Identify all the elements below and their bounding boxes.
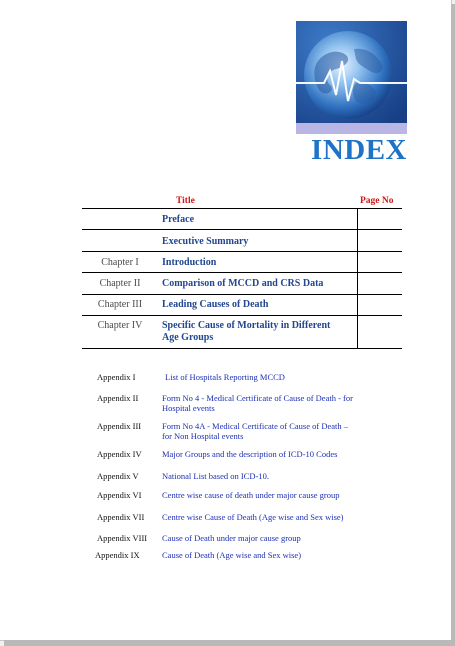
chapter-row-label: Chapter III — [97, 299, 143, 310]
appendix-label: Appendix II — [97, 393, 139, 403]
appendix-label: Appendix III — [97, 421, 142, 431]
appendix-label: Appendix VII — [97, 512, 145, 522]
chapter-row-label: Chapter II — [99, 278, 141, 289]
appendix-text: National List based on ICD-10. — [162, 471, 269, 481]
appendix-text: List of Hospitals Reporting MCCD — [165, 372, 285, 382]
appendix-text: Form No 4A - Medical Certificate of Cause of Death – for Non Hospital events — [162, 421, 349, 441]
appendix-label: Appendix IV — [97, 449, 142, 459]
table-rule — [82, 348, 402, 349]
globe-icon — [296, 21, 407, 133]
appendix-text: Cause of Death (Age wise and Sex wise) — [162, 550, 302, 560]
appendix-text: Major Groups and the description of ICD-10 Codes — [162, 449, 338, 459]
page-shadow — [451, 4, 455, 642]
chapter-row-label: Chapter I — [101, 257, 139, 268]
appendix-text: Form No 4 - Medical Certificate of Cause of Death - for Hospital events — [162, 393, 353, 413]
table-rule — [82, 208, 402, 209]
appendix-label: Appendix IX — [95, 550, 140, 560]
appendix-text: Cause of Death under major cause group — [162, 533, 301, 543]
appendix-label: Appendix V — [97, 471, 139, 481]
appendix-text: Centre wise cause of death under major cause group — [162, 490, 340, 500]
table-rule — [82, 251, 402, 252]
chapter-row-text: Comparison of MCCD and CRS Data — [162, 278, 324, 289]
globe-footer-band — [296, 123, 407, 134]
appendix-label: Appendix VIII — [97, 533, 148, 543]
chapter-row-text: Introduction — [162, 257, 217, 268]
appendix-label: Appendix VI — [97, 490, 142, 500]
chapter-row-text: Executive Summary — [162, 236, 249, 247]
appendix-text: Centre wise Cause of Death (Age wise and Sex wise) — [162, 512, 344, 522]
table-rule — [82, 229, 402, 230]
chapter-row-text: Preface — [162, 214, 195, 225]
table-rule — [82, 272, 402, 273]
globe-heartbeat-image — [296, 21, 407, 133]
chapter-row-label: Chapter IV — [97, 320, 143, 331]
column-divider — [357, 208, 358, 348]
page-title: INDEX — [311, 134, 407, 166]
chapter-row-text: Leading Causes of Death — [162, 299, 269, 310]
page-shadow — [4, 640, 455, 646]
page-column-header: Page No — [360, 196, 394, 206]
table-rule — [82, 315, 402, 316]
chapter-row-text: Specific Cause of Mortality in Different Age Groups — [162, 320, 331, 343]
table-rule — [82, 294, 402, 295]
title-column-header: Title — [176, 196, 195, 206]
appendix-label: Appendix I — [97, 372, 136, 382]
